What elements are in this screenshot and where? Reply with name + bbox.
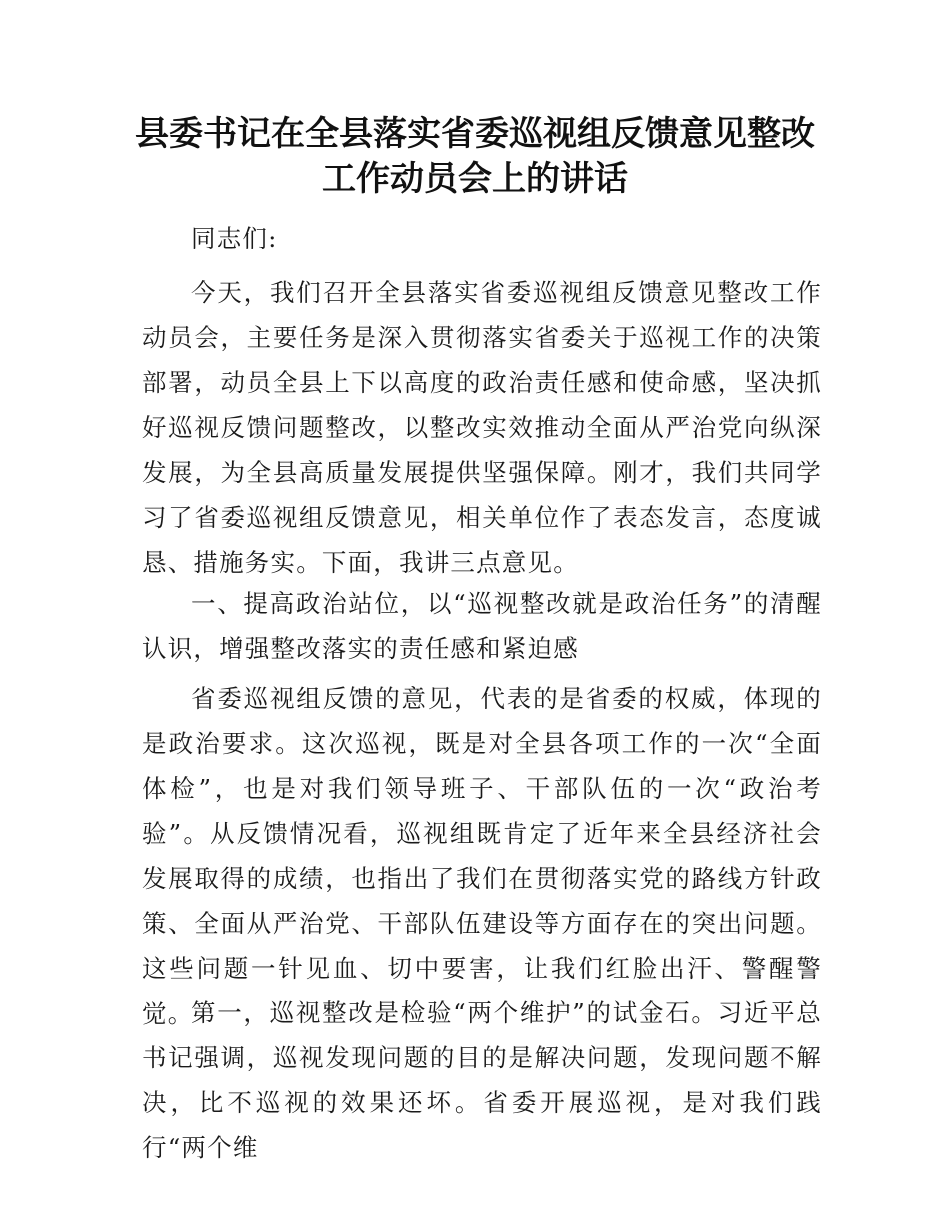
document-title-line-1: 县委书记在全县落实省委巡视组反馈意见整改 — [135, 114, 815, 154]
salutation — [142, 216, 822, 261]
document-title-line-2: 工作动员会上的讲话 — [322, 159, 628, 199]
section-heading-1-text: 一、提高政治站位，以“巡视整改就是政治任务”的清醒认识，增强整改落实的责任感和紧迫感 — [142, 589, 822, 663]
salutation-text: 同志们: — [191, 224, 278, 253]
body-paragraph-2-text: 第一，巡视整改是检验“两个维护”的试金石。习近平总书记强调，巡视发现问题的目的是解决问题，发现问题不解决，比不巡视的效果还坏。省委开展巡视，是对我们践行“两个维 — [142, 998, 822, 1162]
intro-paragraph — [142, 270, 822, 585]
intro-text: 今天，我们召开全县落实省委巡视组反馈意见整改工作动员会，主要任务是深入贯彻落实省委关于巡视工作的决策部署，动员全县上下以高度的政治责任感和使命感，坚决抓好巡视反馈问题整改，以整改实效推动全面从严治党向纵深发展，为全县高质量发展提供坚强保障。刚才，我们共同学习了省委巡视组反馈意见，相关单位作了表态发言，态度诚恳、措施务实。下面，我讲三点意见。 — [142, 278, 822, 577]
body-paragraph-1-text: 省委巡视组反馈的意见，代表的是省委的权威，体现的是政治要求。这次巡视，既是对全县各项工作的一次“全面体检”，也是对我们领导班子、干部队伍的一次“政治考验”。从反馈情况看，巡视组既肯定了近年来全县经济社会发展取得的成绩，也指出了我们在贯彻落实党的路线方针政策、全面从严治党、干部队伍建设等方面存在的突出问题。这些问题一针见血、切中要害，让我们红脸出汗、警醒警觉。 — [142, 684, 822, 1028]
body-paragraph-1 — [142, 676, 822, 1036]
body-paragraph-2 — [142, 990, 822, 1170]
section-heading-1 — [142, 581, 822, 671]
